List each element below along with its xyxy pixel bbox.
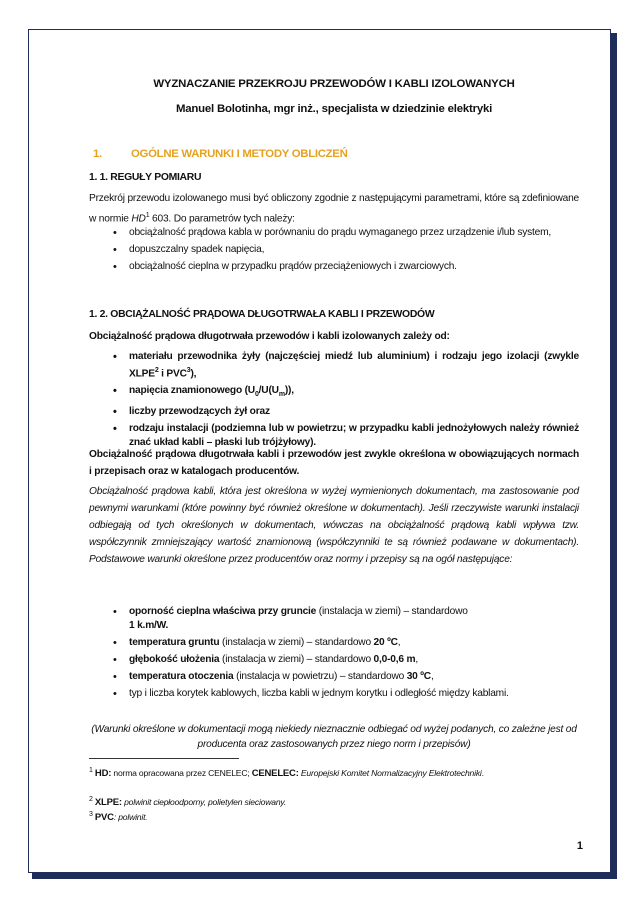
section-1-2-conditions-list [89, 605, 579, 704]
footnote-1: $^1$ HD: norma opracowana przez CENELEC; CENELEC: Europejski Komitet Normalizacyjny Elektrotechniki. [89, 767, 484, 779]
list-item: • typ i liczba korytek kablowych, liczba kabli w jednym korytku i odległość między kablami. [89, 687, 579, 701]
list-item: • obciążalność prądowa kabla w porównaniu do prądu wymaganego przez urządzenie i/lub system, [89, 226, 579, 240]
section-1-1-intro: Przekrój przewodu izolowanego musi być obliczony zgodnie z następującymi parametrami, które są zdefiniowane w normie $HD^1$ 603. Do parametrów tych należy: [89, 193, 579, 225]
section-1-2-italic-paragraph: Obciążalność prądowa kabli, która jest określona w wyżej wymienionych dokumentach, ma zastosowanie pod pewnymi warunkami (które powinny być również określone w dokumentach). Jeśli rzeczywiste warunki instalacji odbiegają od tych określonych w dokumentach, wówczas na obciążalność prądową kabli wpływa tzw. współczynnik zmniejszający wartość znamionową (współczynniki te są również podawane w dokumentach). Podstawowe warunki określone przez producentów oraz normy i przepisy są na ogół następujące: [89, 486, 579, 565]
document-author: Manuel Bolotinha, mgr inż., specjalista w dziedzinie elektryki [175, 103, 493, 115]
section-1-1-list [89, 226, 579, 277]
section-1-number: 1. [93, 148, 102, 160]
footnote-3: $^3$ PVC: polwinit. [89, 811, 148, 823]
footnote-2: $^2$ XLPE: polwinit ciepłoodporny, polietylen sieciowany. [89, 796, 287, 808]
section-1-2-factors-list [89, 350, 579, 453]
list-item: • liczby przewodzących żył oraz [89, 405, 579, 419]
list-item: • temperatura otoczenia (instalacja w powietrzu) – standardowo 30 ºC, [89, 670, 579, 684]
list-item: • dopuszczalny spadek napięcia, [89, 243, 579, 257]
list-item: • głębokość ułożenia (instalacja w ziemi) – standardowo 0,0-0,6 m, [89, 653, 579, 667]
list-item: • temperatura gruntu (instalacja w ziemi) – standardowo 20 ºC, [89, 636, 579, 650]
document-page [28, 29, 611, 873]
page-number: 1 [576, 840, 583, 852]
list-item: • oporność cieplna właściwa przy gruncie (instalacja w ziemi) – standardowo 1 k.m/W. [89, 605, 579, 633]
conditions-note: (Warunki określone w dokumentacji mogą niekiedy nieznacznie odbiegać od wyżej podanych, co zależne jest od producenta oraz zastosowanych przez niego norm i przepisów) [91, 724, 577, 750]
section-1-2-heading: 1. 2. OBCIĄŻALNOŚĆ PRĄDOWA DŁUGOTRWAŁA KABLI I PRZEWODÓW [89, 309, 435, 320]
section-1-heading [93, 148, 348, 160]
section-1-title: OGÓLNE WARUNKI I METODY OBLICZEŃ [131, 148, 348, 160]
list-item: • napięcia znamionowego $(U_0/U(U_m))$, [89, 384, 579, 402]
section-1-1-heading: 1. 1. REGUŁY POMIARU [89, 172, 202, 183]
list-item: • rodzaju instalacji (podziemna lub w powietrzu; w przypadku kabli jednożyłowych należy również znać układ kabli – płaski lub trójżyłowy). [89, 422, 579, 450]
footnote-divider [89, 758, 239, 759]
section-1-2-lead: Obciążalność prądowa długotrwała przewodów i kabli izolowanych zależy od: [89, 331, 450, 342]
section-1-2-bold-paragraph: Obciążalność prądowa długotrwała kabli i przewodów jest zwykle określona w obowiązujących normach i przepisach oraz w katalogach producentów. [89, 449, 579, 477]
list-item: • materiału przewodnika żyły (najczęściej miedź lub aluminium) i rodzaju jego izolacji (zwykle XLPE$^2$ i PVC$^3$), [89, 350, 579, 381]
document-title: WYZNACZANIE PRZEKROJU PRZEWODÓW I KABLI IZOLOWANYCH [153, 78, 515, 90]
list-item: • obciążalność cieplna w przypadku prądów przeciążeniowych i zwarciowych. [89, 260, 579, 274]
